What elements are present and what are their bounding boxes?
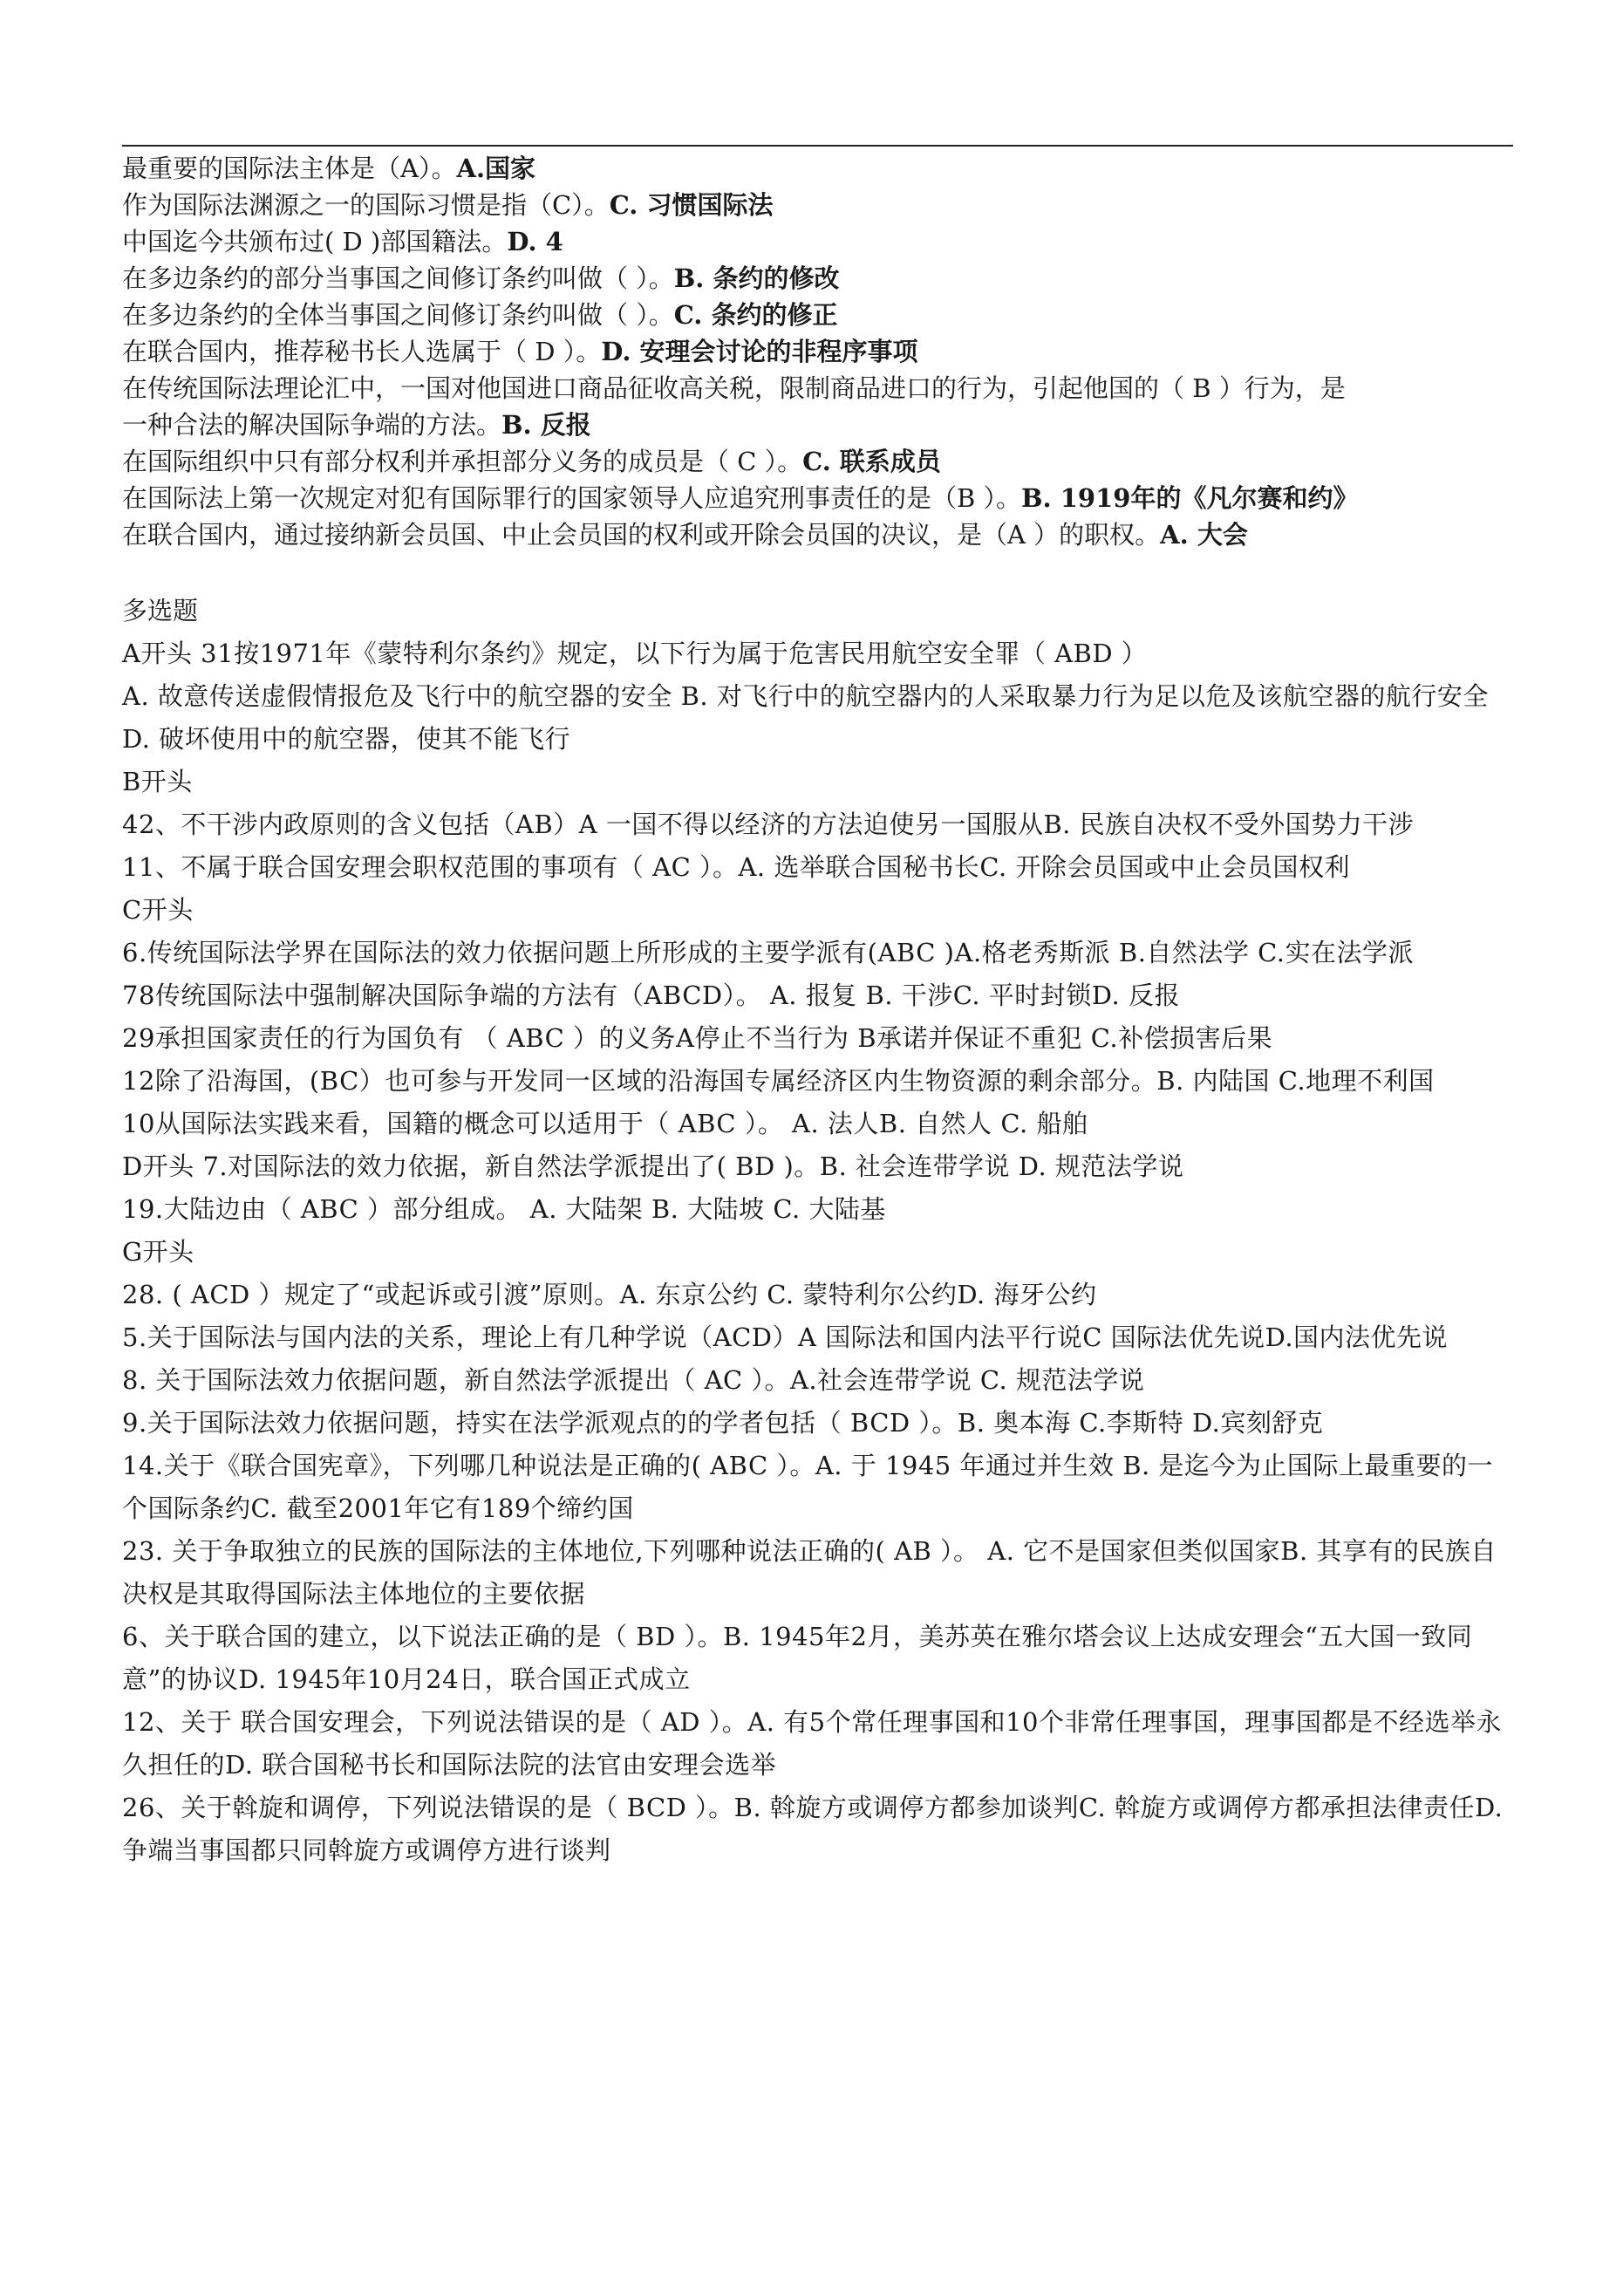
multi-choice-paragraph: 12、关于 联合国安理会，下列说法错误的是（ AD ）。A. 有5个常任理事国和10个非常任理事国，理事国都是不经选举永久担任的D. 联合国秘书长和国际法院的法官由安理会选举: [122, 1707, 1502, 1780]
multi-choice-paragraph: 8. 关于国际法效力依据问题，新自然法学派提出（ AC ）。A.社会连带学说 C. 规范法学说: [122, 1365, 1145, 1395]
multi-choice-paragraph: B开头: [122, 767, 193, 796]
multi-choice-paragraph: 6、关于联合国的建立，以下说法正确的是（ BD ）。B. 1945年2月，美苏英在雅尔塔会议上达成安理会“五大国一致同意”的协议D. 1945年10月24日，联合国正式成立: [122, 1622, 1473, 1694]
single-choice-line: 作为国际法渊源之一的国际习惯是指（C）。C. 习惯国际法: [122, 190, 774, 220]
document-body: [122, 150, 1513, 1872]
multi-choice-paragraph: 11、不属于联合国安理会职权范围的事项有（ AC ）。A. 选举联合国秘书长C. 开除会员国或中止会员国权利: [122, 852, 1350, 882]
multi-choice-paragraph: 19.大陆边由（ ABC ）部分组成。 A. 大陆架 B. 大陆坡 C. 大陆基: [122, 1194, 886, 1224]
multi-choice-paragraph: 9.关于国际法效力依据问题，持实在法学派观点的的学者包括（ BCD ）。B. 奥本海 C.李斯特 D.宾刻舒克: [122, 1408, 1324, 1438]
single-choice-line: 一种合法的解决国际争端的方法。B. 反报: [122, 410, 591, 440]
multi-choice-paragraph: 26、关于斡旋和调停，下列说法错误的是（ BCD ）。B. 斡旋方或调停方都参加谈判C. 斡旋方或调停方都承担法律责任D. 争端当事国都只同斡旋方或调停方进行谈判: [122, 1793, 1504, 1865]
single-choice-line: 在国际组织中只有部分权利并承担部分义务的成员是（ C ）。C. 联系成员: [122, 447, 941, 476]
single-choice-line: 最重要的国际法主体是（A）。A.国家: [122, 154, 536, 183]
multi-choice-paragraph: 23. 关于争取独立的民族的国际法的主体地位,下列哪种说法正确的( AB ）。 A. 它不是国家但类似国家B. 其享有的民族自决权是其取得国际法主体地位的主要依据: [122, 1536, 1497, 1609]
multi-choice-paragraph: A开头 31按1971年《蒙特利尔条约》规定，以下行为属于危害民用航空安全罪（ ABD ）: [122, 639, 1148, 668]
single-choice-line: 在国际法上第一次规定对犯有国际罪行的国家领导人应追究刑事责任的是（B ）。B. 1919年的《凡尔赛和约》: [122, 483, 1359, 513]
multi-choice-paragraph: A. 故意传送虚假情报危及飞行中的航空器的安全 B. 对飞行中的航空器内的人采取暴力行为足以危及该航空器的航行安全D. 破坏使用中的航空器，使其不能飞行: [122, 681, 1489, 754]
multi-choice-paragraph: 14.关于《联合国宪章》，下列哪几种说法是正确的( ABC ）。A. 于 1945 年通过并生效 B. 是迄今为止国际上最重要的一个国际条约C. 截至2001年它有189个缔约国: [122, 1451, 1493, 1523]
single-choice-line: 在多边条约的全体当事国之间修订条约叫做（ ）。C. 条约的修正: [122, 300, 838, 330]
multi-choice-paragraph: 29承担国家责任的行为国负有 （ ABC ）的义务A停止不当行为 B承诺并保证不重犯 C.补偿损害后果: [122, 1023, 1273, 1053]
multi-choice-paragraph: C开头: [122, 895, 194, 925]
multi-choice-paragraph: 28. ( ACD ）规定了“或起诉或引渡”原则。A. 东京公约 C. 蒙特利尔公约D. 海牙公约: [122, 1280, 1097, 1309]
multi-choice-paragraph: 42、不干涉内政原则的含义包括（AB）A 一国不得以经济的方法迫使另一国服从B. 民族自决权不受外国势力干涉: [122, 810, 1415, 839]
section-title: 多选题: [122, 596, 199, 625]
multi-choice-paragraph: 78传统国际法中强制解决国际争端的方法有（ABCD）。 A. 报复 B. 干涉C. 平时封锁D. 反报: [122, 981, 1180, 1010]
single-choice-line: 在联合国内，推荐秘书长人选属于（ D ）。D. 安理会讨论的非程序事项: [122, 337, 918, 366]
single-choice-line: 在联合国内，通过接纳新会员国、中止会员国的权利或开除会员国的决议，是（A ）的职权。A. 大会: [122, 520, 1248, 550]
single-choice-line: 中国迄今共颁布过( D )部国籍法。D. 4: [122, 227, 563, 256]
multi-choice-paragraph: 12除了沿海国，(BC）也可参与开发同一区域的沿海国专属经济区内生物资源的剩余部分。B. 内陆国 C.地理不利国: [122, 1066, 1435, 1096]
spacer: [122, 553, 1513, 590]
single-choice-line: 在多边条约的部分当事国之间修订条约叫做（ ）。B. 条约的修改: [122, 263, 840, 293]
multi-choice-paragraph: 6.传统国际法学界在国际法的效力依据问题上所形成的主要学派有(ABC )A.格老秀斯派 B.自然法学 C.实在法学派: [122, 938, 1414, 967]
multi-choice-paragraph: 5.关于国际法与国内法的关系，理论上有几种学说（ACD）A 国际法和国内法平行说C 国际法优先说D.国内法优先说: [122, 1322, 1449, 1352]
single-choice-line: 在传统国际法理论汇中，一国对他国进口商品征收高关税，限制商品进口的行为，引起他国的（ B ）行为，是: [122, 373, 1346, 403]
multi-choice-paragraph: 10从国际法实践来看，国籍的概念可以适用于（ ABC ）。 A. 法人B. 自然人 C. 船舶: [122, 1109, 1088, 1138]
multi-choice-paragraph: D开头 7.对国际法的效力依据，新自然法学派提出了( BD )。B. 社会连带学说 D. 规范法学说: [122, 1151, 1184, 1181]
header-rule: [122, 145, 1513, 147]
multi-choice-paragraph: G开头: [122, 1237, 194, 1267]
